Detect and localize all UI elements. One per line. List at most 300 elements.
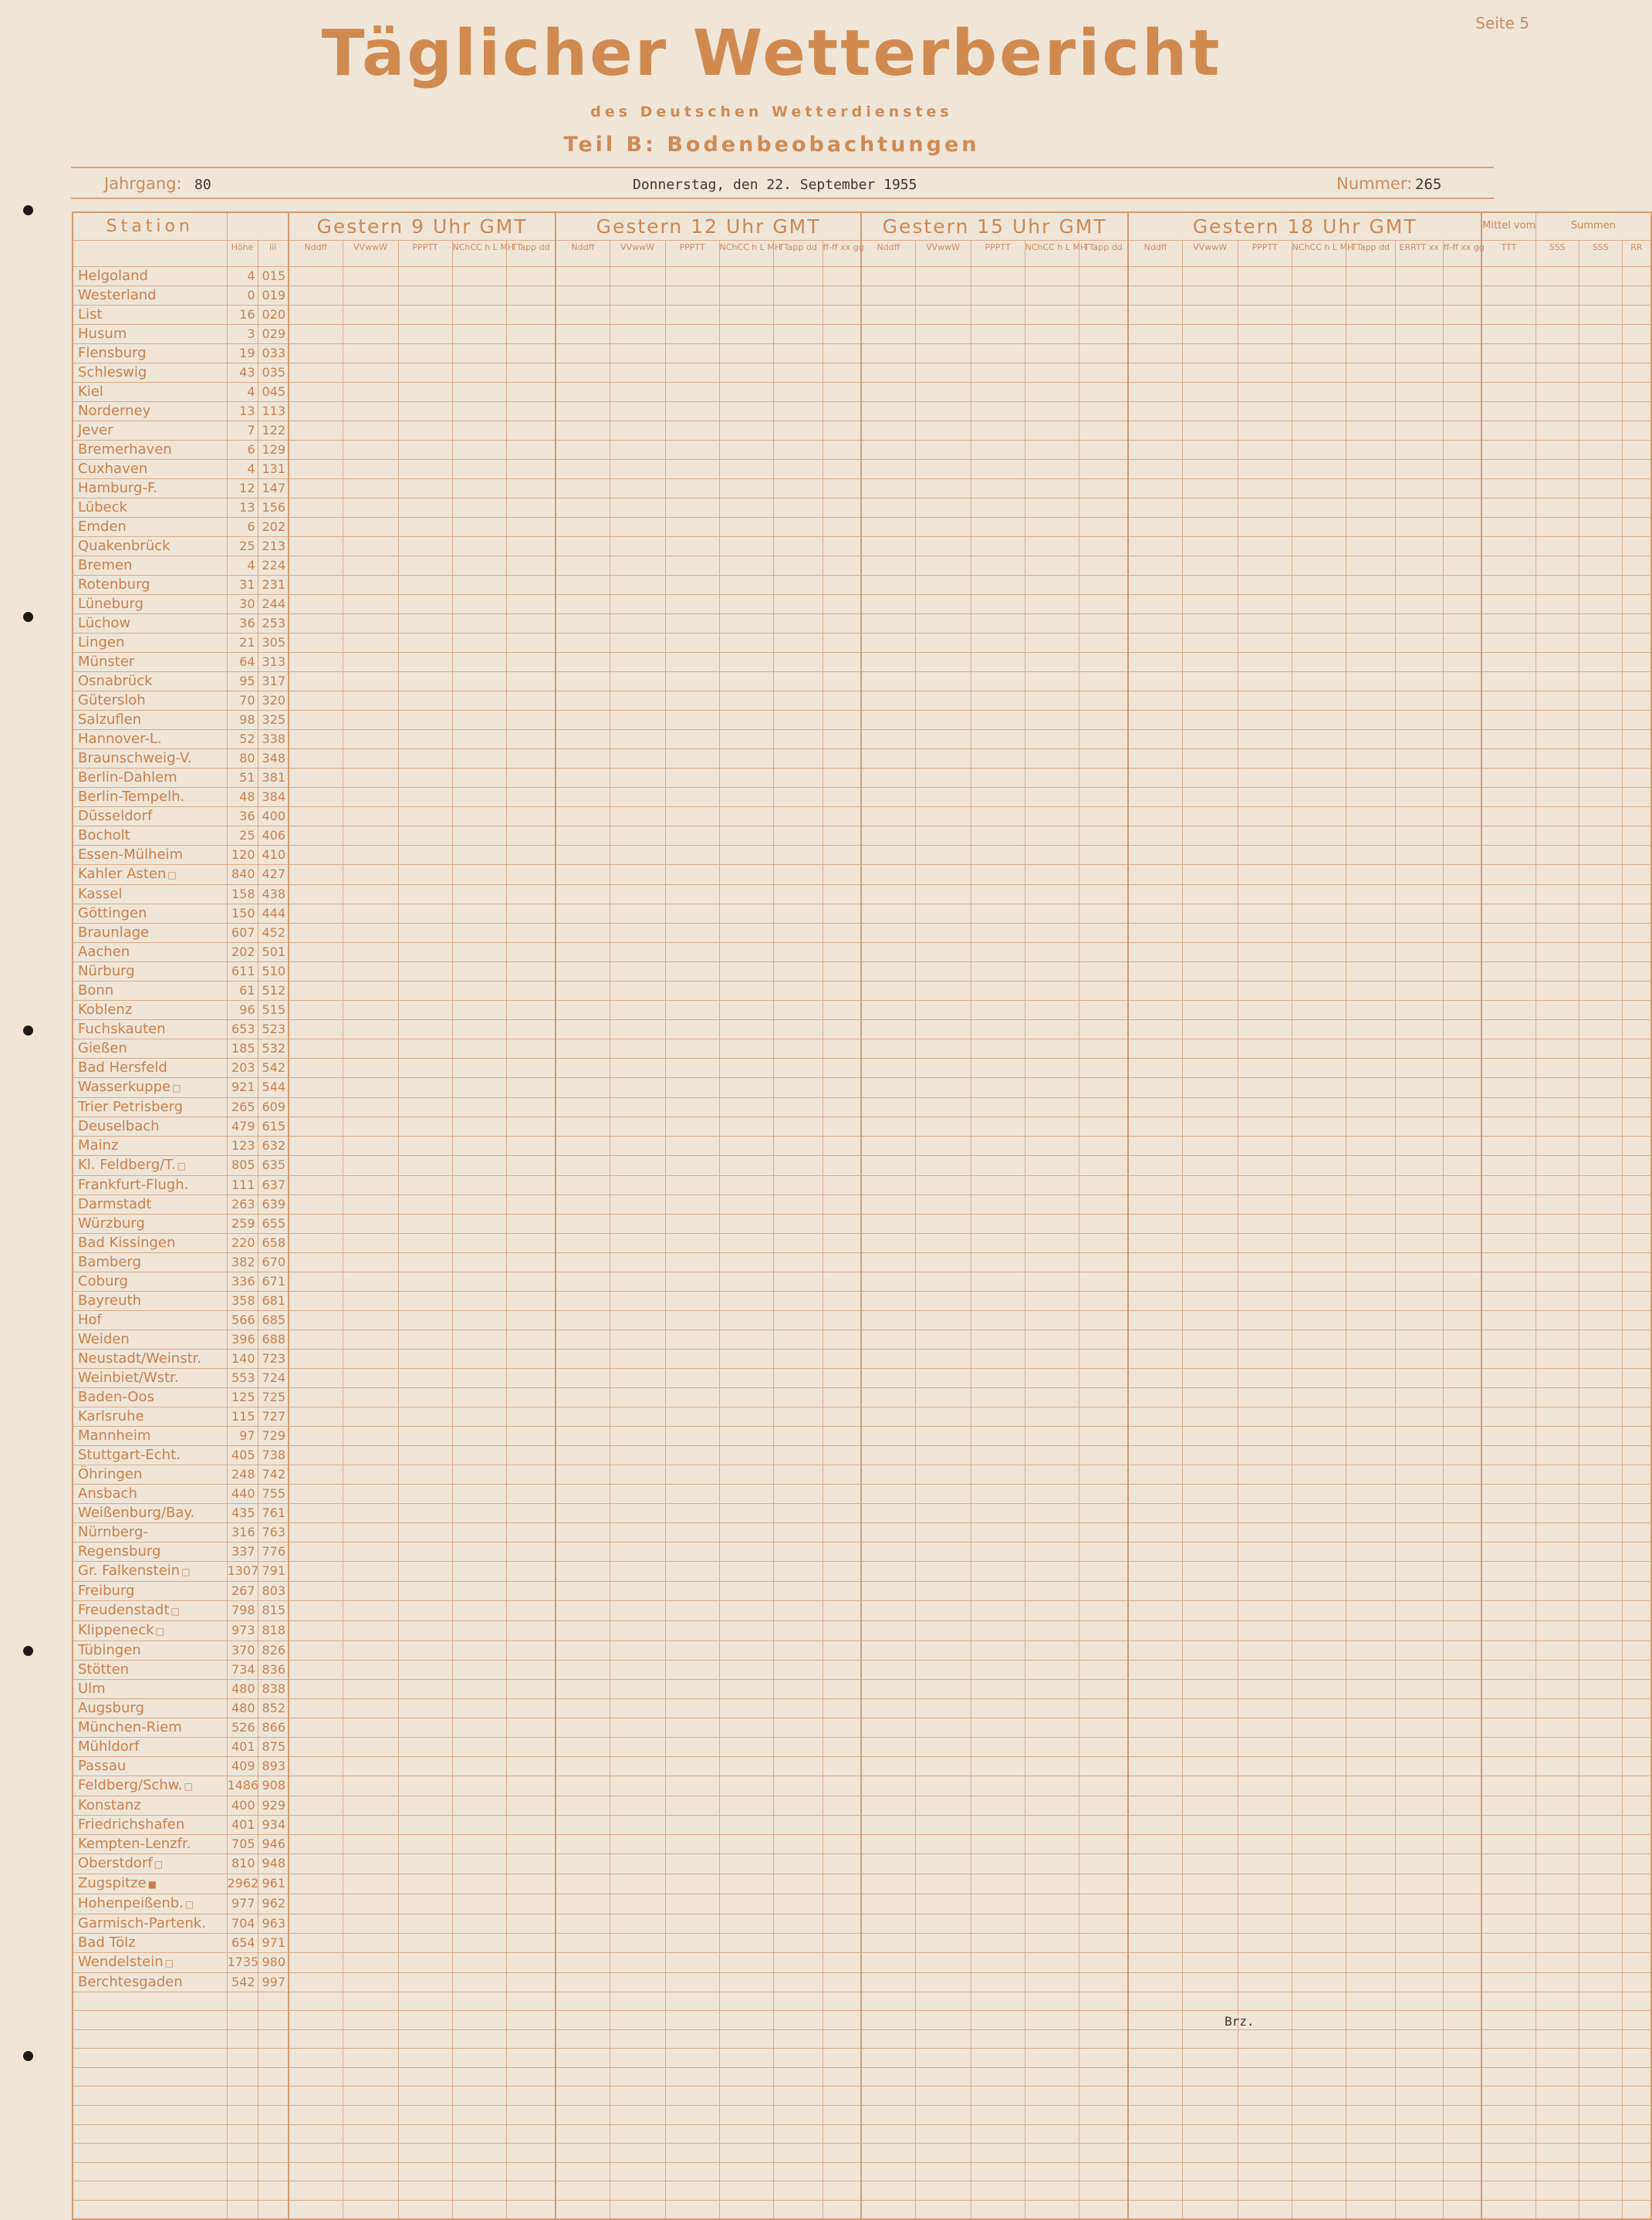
- observation-cell: [861, 594, 915, 613]
- observation-cell: [823, 1660, 861, 1679]
- observation-cell: [1128, 517, 1182, 536]
- observation-cell: [506, 1737, 556, 1756]
- observation-cell: [1128, 498, 1182, 517]
- observation-cell: [1443, 1718, 1481, 1737]
- observation-cell: [1292, 1368, 1346, 1387]
- station-index: 381: [258, 768, 289, 787]
- station-index: [258, 2124, 289, 2144]
- observation-cell: [1292, 1542, 1346, 1561]
- observation-cell: [610, 1972, 665, 1992]
- observation-cell: [1443, 2124, 1481, 2144]
- observation-cell: [861, 1503, 915, 1522]
- observation-cell: [915, 1914, 971, 1933]
- observation-cell: [665, 768, 719, 787]
- observation-cell: [289, 1894, 343, 1914]
- observation-cell: [719, 1291, 773, 1310]
- observation-cell: [398, 382, 452, 401]
- observation-cell: [452, 1233, 506, 1252]
- observation-cell: [1346, 729, 1395, 748]
- station-name: Regensburg: [78, 1543, 161, 1559]
- observation-cell: [398, 1368, 452, 1387]
- station-index: 838: [258, 1679, 289, 1698]
- observation-cell: [861, 556, 915, 575]
- observation-cell: [1292, 1600, 1346, 1620]
- observation-cell: [719, 401, 773, 421]
- station-index: 427: [258, 864, 289, 884]
- observation-cell: [556, 1992, 610, 2011]
- observation-cell: [1535, 575, 1579, 594]
- observation-cell: [452, 1992, 506, 2011]
- observation-cell: [1292, 575, 1346, 594]
- station-row: [73, 864, 1651, 884]
- observation-cell: [398, 1194, 452, 1214]
- observation-cell: [915, 981, 971, 1000]
- observation-cell: [556, 613, 610, 633]
- observation-cell: [915, 1233, 971, 1252]
- observation-cell: [773, 1620, 823, 1641]
- observation-cell: [1079, 2181, 1128, 2201]
- observation-cell: [773, 1503, 823, 1522]
- observation-cell: [1481, 1542, 1535, 1561]
- observation-cell: [289, 498, 343, 517]
- observation-cell: [773, 1914, 823, 1933]
- station-name-cell: [73, 1581, 227, 1600]
- observation-cell: [971, 1000, 1025, 1019]
- observation-cell: [398, 1756, 452, 1776]
- observation-cell: [1481, 1620, 1535, 1641]
- station-height: 259: [227, 1214, 258, 1233]
- observation-cell: [1535, 1349, 1579, 1368]
- observation-cell: [506, 478, 556, 498]
- observation-cell: [1238, 729, 1292, 748]
- station-row: [73, 942, 1651, 961]
- observation-cell: [1535, 1933, 1579, 1952]
- observation-cell: [1292, 2029, 1346, 2049]
- observation-cell: [289, 1561, 343, 1581]
- observation-cell: [773, 1484, 823, 1503]
- observation-cell: [1622, 1894, 1651, 1914]
- observation-cell: [452, 343, 506, 363]
- observation-cell: [1346, 1992, 1395, 2011]
- observation-cell: [1025, 536, 1079, 556]
- observation-cell: [610, 923, 665, 942]
- observation-cell: [289, 2106, 343, 2125]
- observation-cell: [556, 1620, 610, 1641]
- blank-row: [73, 2162, 1651, 2181]
- observation-cell: [1622, 1679, 1651, 1698]
- observation-cell: [610, 363, 665, 382]
- observation-cell: [343, 961, 398, 981]
- observation-cell: [1622, 942, 1651, 961]
- observation-cell: [1182, 729, 1238, 748]
- observation-cell: [1579, 2049, 1622, 2068]
- observation-cell: [1346, 1679, 1395, 1698]
- observation-cell: [1292, 1000, 1346, 1019]
- observation-cell: [1025, 343, 1079, 363]
- station-height: [227, 2011, 258, 2030]
- station-index: 836: [258, 1660, 289, 1679]
- observation-cell: [1535, 1214, 1579, 1233]
- observation-cell: [1079, 2124, 1128, 2144]
- observation-cell: [1395, 652, 1443, 671]
- observation-cell: [289, 923, 343, 942]
- observation-cell: [915, 1874, 971, 1894]
- observation-cell: [1346, 961, 1395, 981]
- observation-cell: [398, 1522, 452, 1542]
- observation-cell: [823, 2162, 861, 2181]
- observation-cell: [971, 536, 1025, 556]
- observation-cell: [1535, 787, 1579, 806]
- observation-cell: [1535, 1000, 1579, 1019]
- observation-cell: [1182, 1155, 1238, 1175]
- observation-cell: [1395, 2162, 1443, 2181]
- observation-cell: [343, 478, 398, 498]
- observation-cell: [665, 613, 719, 633]
- observation-cell: [1025, 787, 1079, 806]
- observation-cell: [719, 1952, 773, 1972]
- observation-cell: [343, 1349, 398, 1368]
- observation-cell: [289, 1718, 343, 1737]
- observation-cell: [398, 1097, 452, 1117]
- station-name-cell: [73, 1756, 227, 1776]
- observation-cell: [610, 1679, 665, 1698]
- observation-cell: [1481, 768, 1535, 787]
- observation-cell: [343, 1252, 398, 1272]
- observation-cell: [610, 1581, 665, 1600]
- observation-cell: [1622, 2201, 1651, 2220]
- observation-cell: [452, 1214, 506, 1233]
- observation-cell: [971, 671, 1025, 691]
- observation-cell: [398, 806, 452, 826]
- observation-cell: [1579, 266, 1622, 286]
- observation-cell: [1481, 1310, 1535, 1330]
- station-row: [73, 652, 1651, 671]
- observation-cell: [556, 1914, 610, 1933]
- observation-cell: [1079, 594, 1128, 613]
- observation-cell: [1481, 942, 1535, 961]
- observation-cell: [1622, 1796, 1651, 1815]
- station-name: Bad Tölz: [78, 1934, 136, 1951]
- observation-cell: [1535, 1310, 1579, 1330]
- observation-cell: [665, 1698, 719, 1718]
- observation-cell: [915, 2106, 971, 2125]
- observation-cell: [1128, 1718, 1182, 1737]
- observation-cell: [1128, 343, 1182, 363]
- observation-cell: [1443, 1796, 1481, 1815]
- observation-cell: [1346, 478, 1395, 498]
- observation-cell: [506, 748, 556, 768]
- observation-cell: [823, 652, 861, 671]
- observation-cell: [506, 1874, 556, 1894]
- observation-cell: [343, 1756, 398, 1776]
- observation-cell: [1182, 1310, 1238, 1330]
- station-name: Bad Hersfeld: [78, 1059, 167, 1076]
- observation-cell: [719, 1679, 773, 1698]
- observation-cell: [665, 1039, 719, 1058]
- observation-cell: [1128, 613, 1182, 633]
- observation-cell: [971, 1776, 1025, 1796]
- observation-cell: [1292, 266, 1346, 286]
- observation-cell: [1579, 2181, 1622, 2201]
- observation-cell: [915, 2144, 971, 2163]
- observation-cell: [1535, 478, 1579, 498]
- observation-cell: [823, 1000, 861, 1019]
- observation-cell: [398, 1252, 452, 1272]
- observation-cell: [915, 671, 971, 691]
- observation-cell: [1622, 459, 1651, 478]
- observation-cell: [1292, 594, 1346, 613]
- observation-cell: [1622, 266, 1651, 286]
- observation-cell: [823, 1914, 861, 1933]
- observation-cell: [773, 1175, 823, 1194]
- observation-cell: [289, 1136, 343, 1155]
- observation-cell: [506, 343, 556, 363]
- observation-cell: [971, 459, 1025, 478]
- observation-cell: [289, 2011, 343, 2030]
- observation-cell: [1395, 923, 1443, 942]
- observation-cell: [1395, 1465, 1443, 1484]
- observation-cell: [1128, 1679, 1182, 1698]
- observation-cell: [1535, 1718, 1579, 1737]
- observation-cell: [452, 1000, 506, 1019]
- observation-cell: [506, 266, 556, 286]
- station-name-cell: [73, 1097, 227, 1117]
- station-name: Zugspitze: [78, 1874, 147, 1891]
- station-name: Düsseldorf: [78, 807, 153, 824]
- observation-cell: [506, 864, 556, 884]
- observation-cell: [1579, 1641, 1622, 1660]
- observation-cell: [1535, 1233, 1579, 1252]
- observation-cell: [1579, 1698, 1622, 1718]
- station-mark: □: [172, 1082, 181, 1093]
- observation-cell: [398, 1058, 452, 1077]
- station-height: 358: [227, 1291, 258, 1310]
- station-height: 36: [227, 806, 258, 826]
- observation-cell: [506, 1542, 556, 1561]
- observation-cell: [915, 1581, 971, 1600]
- observation-cell: [1292, 1737, 1346, 1756]
- observation-cell: [971, 1368, 1025, 1387]
- observation-cell: [1579, 729, 1622, 748]
- observation-cell: [915, 1796, 971, 1815]
- station-name-cell: [73, 2011, 227, 2030]
- station-row: [73, 1155, 1651, 1175]
- observation-cell: [823, 1291, 861, 1310]
- station-index: 615: [258, 1117, 289, 1136]
- mittel-header: Mittel vom: [1481, 212, 1535, 240]
- observation-cell: [719, 1581, 773, 1600]
- observation-cell: [1292, 1834, 1346, 1853]
- observation-cell: [452, 1834, 506, 1853]
- observation-cell: [773, 266, 823, 286]
- station-row: [73, 1679, 1651, 1698]
- observation-cell: [1292, 1039, 1346, 1058]
- observation-cell: [452, 1426, 506, 1445]
- observation-cell: [289, 1426, 343, 1445]
- observation-cell: [1182, 1407, 1238, 1426]
- observation-cell: [823, 1155, 861, 1175]
- observation-cell: [1025, 2162, 1079, 2181]
- observation-cell: [506, 806, 556, 826]
- observation-cell: [1292, 363, 1346, 382]
- observation-cell: [1395, 1620, 1443, 1641]
- observation-cell: [1182, 1272, 1238, 1291]
- observation-cell: [773, 1894, 823, 1914]
- observation-cell: [1182, 363, 1238, 382]
- column-header: VVwwW: [915, 240, 971, 266]
- observation-cell: [452, 1660, 506, 1679]
- observation-cell: [1535, 1914, 1579, 1933]
- observation-cell: [610, 1097, 665, 1117]
- observation-cell: [719, 1737, 773, 1756]
- observation-cell: [506, 1952, 556, 1972]
- observation-cell: [1128, 1952, 1182, 1972]
- observation-cell: [719, 961, 773, 981]
- observation-cell: [665, 1058, 719, 1077]
- station-name: Lüneburg: [78, 595, 144, 612]
- observation-cell: [1128, 923, 1182, 942]
- observation-cell: [1292, 884, 1346, 904]
- observation-cell: [773, 1874, 823, 1894]
- observation-cell: [610, 1660, 665, 1679]
- observation-cell: [610, 1310, 665, 1330]
- observation-cell: [1535, 2029, 1579, 2049]
- station-height: 265: [227, 1097, 258, 1117]
- observation-cell: [1182, 1019, 1238, 1039]
- observation-cell: [1395, 575, 1443, 594]
- observation-cell: [971, 768, 1025, 787]
- observation-cell: [1182, 2029, 1238, 2049]
- station-index: 131: [258, 459, 289, 478]
- observation-cell: [610, 652, 665, 671]
- observation-cell: [1443, 1834, 1481, 1853]
- observation-cell: [556, 633, 610, 652]
- observation-cell: [719, 1445, 773, 1465]
- observation-cell: [1128, 2181, 1182, 2201]
- observation-cell: [610, 1019, 665, 1039]
- observation-cell: [1025, 1972, 1079, 1992]
- observation-cell: [506, 1272, 556, 1291]
- observation-cell: [665, 2162, 719, 2181]
- observation-cell: [452, 864, 506, 884]
- observation-cell: [343, 1503, 398, 1522]
- observation-cell: [665, 1387, 719, 1407]
- observation-cell: [1128, 2029, 1182, 2049]
- observation-cell: [665, 942, 719, 961]
- observation-cell: [915, 556, 971, 575]
- observation-cell: [1622, 2124, 1651, 2144]
- observation-cell: [556, 440, 610, 459]
- observation-cell: [398, 633, 452, 652]
- observation-cell: [610, 1175, 665, 1194]
- observation-cell: [1079, 1815, 1128, 1834]
- observation-cell: [610, 575, 665, 594]
- binder-hole: [23, 1646, 33, 1656]
- observation-cell: [1579, 1581, 1622, 1600]
- station-index: 320: [258, 691, 289, 710]
- observation-cell: [915, 904, 971, 923]
- observation-cell: [1579, 536, 1622, 556]
- observation-cell: [610, 1698, 665, 1718]
- observation-cell: [1025, 2106, 1079, 2125]
- observation-cell: [823, 1484, 861, 1503]
- observation-cell: [773, 1330, 823, 1349]
- observation-cell: [1292, 2106, 1346, 2125]
- observation-cell: [289, 1097, 343, 1117]
- observation-cell: [719, 1796, 773, 1815]
- observation-cell: [398, 343, 452, 363]
- observation-cell: [1238, 1484, 1292, 1503]
- observation-cell: [1025, 363, 1079, 382]
- station-name: Schleswig: [78, 363, 147, 380]
- observation-cell: [719, 1000, 773, 1019]
- observation-cell: [915, 1484, 971, 1503]
- observation-cell: [1128, 671, 1182, 691]
- observation-cell: [823, 2087, 861, 2106]
- station-height: 4: [227, 556, 258, 575]
- observation-cell: [773, 1522, 823, 1542]
- observation-cell: [665, 1952, 719, 1972]
- observation-cell: [861, 826, 915, 845]
- observation-cell: [1025, 1561, 1079, 1581]
- observation-cell: [506, 981, 556, 1000]
- observation-cell: [719, 1155, 773, 1175]
- station-row: [73, 1039, 1651, 1058]
- observation-cell: [610, 1933, 665, 1952]
- station-index: 015: [258, 266, 289, 286]
- station-height: 480: [227, 1698, 258, 1718]
- observation-cell: [665, 981, 719, 1000]
- station-height: 653: [227, 1019, 258, 1039]
- observation-cell: [1292, 2201, 1346, 2220]
- observation-cell: [1395, 1387, 1443, 1407]
- observation-cell: [1622, 1737, 1651, 1756]
- observation-cell: [1443, 1914, 1481, 1933]
- observation-cell: [665, 1136, 719, 1155]
- observation-cell: [1346, 1272, 1395, 1291]
- observation-cell: [1292, 1097, 1346, 1117]
- column-header: VVwwW: [1182, 240, 1238, 266]
- observation-cell: [861, 1620, 915, 1641]
- observation-cell: [1128, 1660, 1182, 1679]
- observation-cell: [1128, 2011, 1182, 2030]
- observation-cell: [1535, 266, 1579, 286]
- observation-cell: [861, 1698, 915, 1718]
- observation-cell: [861, 1194, 915, 1214]
- station-name-cell: [73, 1155, 227, 1175]
- observation-cell: [1579, 1097, 1622, 1117]
- observation-cell: [823, 517, 861, 536]
- observation-cell: [915, 768, 971, 787]
- observation-cell: [1238, 1117, 1292, 1136]
- observation-cell: [719, 1542, 773, 1561]
- observation-cell: [398, 1445, 452, 1465]
- observation-cell: [915, 1718, 971, 1737]
- observation-cell: [665, 1445, 719, 1465]
- observation-cell: [823, 729, 861, 748]
- observation-cell: [915, 2087, 971, 2106]
- observation-cell: [665, 904, 719, 923]
- observation-cell: [1481, 1407, 1535, 1426]
- observation-cell: [823, 864, 861, 884]
- observation-cell: [1292, 1233, 1346, 1252]
- observation-cell: [1292, 2049, 1346, 2068]
- observation-cell: [1346, 2106, 1395, 2125]
- observation-cell: [665, 1776, 719, 1796]
- observation-cell: [556, 1426, 610, 1445]
- observation-cell: [1395, 2201, 1443, 2220]
- observation-cell: [1622, 1620, 1651, 1641]
